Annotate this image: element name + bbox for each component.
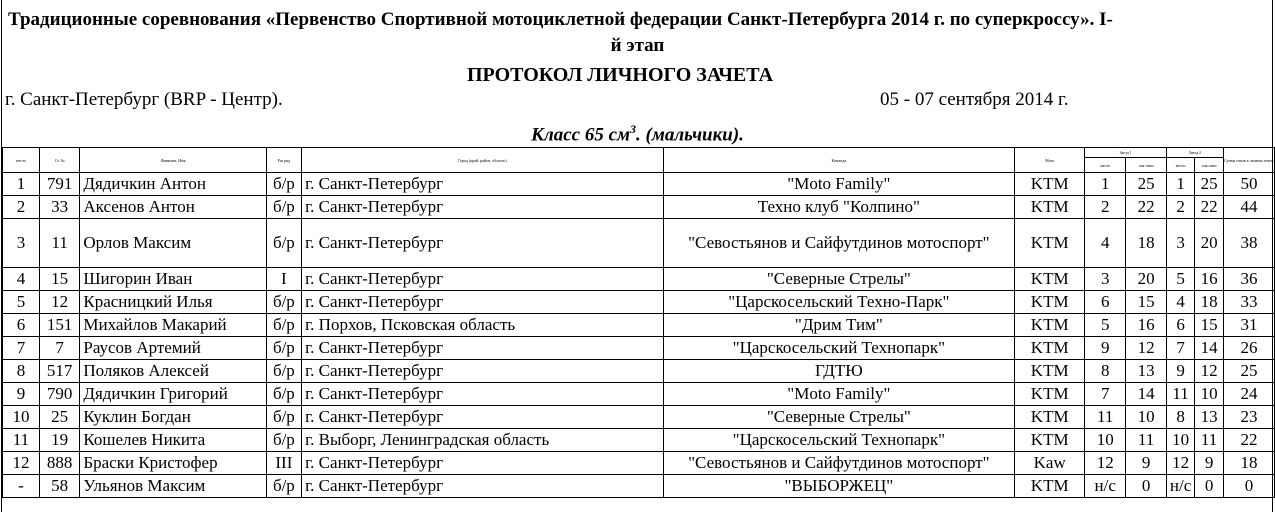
cell-o1: 9	[1126, 452, 1167, 475]
cell-place: 2	[3, 196, 40, 219]
cell-moto: KTM	[1015, 360, 1085, 383]
title-line-1: Традиционные соревнования «Первенство Спортивной мотоциклетной федерации Санкт-Петербурга 2014 г. по суперкроссу». I-	[8, 9, 1113, 30]
cell-rank: б/р	[266, 475, 301, 498]
cell-city: г. Санкт-Петербург	[302, 291, 663, 314]
cell-name: Браски Кристофер	[80, 452, 266, 475]
cell-place: 4	[3, 268, 40, 291]
cell-p2: 5	[1166, 268, 1194, 291]
cell-place: 6	[3, 314, 40, 337]
cell-o2: 15	[1195, 314, 1224, 337]
cell-city: г. Санкт-Петербург	[302, 337, 663, 360]
cell-o2: 13	[1195, 406, 1224, 429]
cell-city: г. Санкт-Петербург	[302, 406, 663, 429]
cell-o2: 14	[1195, 337, 1224, 360]
col-place: место	[3, 148, 40, 173]
cell-num: 151	[39, 314, 79, 337]
cell-place: 1	[3, 173, 40, 196]
cell-p1: 5	[1085, 314, 1126, 337]
cell-city: г. Санкт-Петербург	[302, 475, 663, 498]
cell-sum: 38	[1223, 219, 1274, 268]
cell-o1: 13	[1126, 360, 1167, 383]
col-r2-points: очк очки	[1195, 158, 1224, 173]
cell-moto: KTM	[1015, 196, 1085, 219]
cell-sum: 18	[1223, 452, 1274, 475]
class-suffix: . (мальчики).	[636, 124, 744, 146]
cell-o2: 25	[1195, 173, 1224, 196]
cell-sum: 33	[1223, 291, 1274, 314]
cell-rank: III	[266, 452, 301, 475]
class-sup: 3	[630, 122, 637, 136]
cell-o2: 16	[1195, 268, 1224, 291]
cell-city: г. Санкт-Петербург	[302, 360, 663, 383]
cell-p1: н/с	[1085, 475, 1126, 498]
cell-rank: б/р	[266, 337, 301, 360]
cell-team: "Севостьянов и Сайфутдинов мотоспорт"	[663, 452, 1015, 475]
cell-num: 888	[39, 452, 79, 475]
cell-city: г. Санкт-Петербург	[302, 452, 663, 475]
title-line-2: й этап	[610, 35, 665, 56]
event-dates: 05 - 07 сентября 2014 г.	[880, 89, 1069, 110]
cell-p2: 7	[1166, 337, 1194, 360]
protocol-heading: ПРОТОКОЛ ЛИЧНОГО ЗАЧЕТА	[466, 64, 774, 86]
col-race1: Заезд 1	[1085, 148, 1167, 158]
col-r1-points: очк очки	[1126, 158, 1167, 173]
cell-team: "Moto Family"	[663, 173, 1015, 196]
cell-p2: 6	[1166, 314, 1194, 337]
cell-p2: 9	[1166, 360, 1194, 383]
cell-o2: 10	[1195, 383, 1224, 406]
cell-rank: б/р	[266, 360, 301, 383]
cell-rank: I	[266, 268, 301, 291]
cell-moto: KTM	[1015, 406, 1085, 429]
cell-o2: 11	[1195, 429, 1224, 452]
cell-num: 11	[39, 219, 79, 268]
cell-sum: 50	[1223, 173, 1274, 196]
col-r1-place: место	[1085, 158, 1126, 173]
cell-o1: 20	[1126, 268, 1167, 291]
cell-team: "ВЫБОРЖЕЦ"	[663, 475, 1015, 498]
cell-place: 8	[3, 360, 40, 383]
table-row	[3, 337, 1275, 360]
cell-sum: 22	[1223, 429, 1274, 452]
cell-o1: 22	[1126, 196, 1167, 219]
cell-rank: б/р	[266, 406, 301, 429]
cell-p2: н/с	[1166, 475, 1194, 498]
cell-place: 5	[3, 291, 40, 314]
results-table	[2, 147, 1275, 498]
cell-p1: 1	[1085, 173, 1126, 196]
table-row	[3, 429, 1275, 452]
cell-num: 790	[39, 383, 79, 406]
cell-num: 517	[39, 360, 79, 383]
col-race2: Заезд 2	[1166, 148, 1223, 158]
cell-p2: 2	[1166, 196, 1194, 219]
class-heading	[0, 122, 1275, 146]
cell-rank: б/р	[266, 383, 301, 406]
cell-p2: 3	[1166, 219, 1194, 268]
cell-name: Аксенов Антон	[80, 196, 266, 219]
cell-p1: 6	[1085, 291, 1126, 314]
cell-place: 3	[3, 219, 40, 268]
cell-name: Шигорин Иван	[80, 268, 266, 291]
cell-p2: 11	[1166, 383, 1194, 406]
cell-sum: 25	[1223, 360, 1274, 383]
cell-city: г. Санкт-Петербург	[302, 268, 663, 291]
table-row	[3, 452, 1275, 475]
table-row	[3, 219, 1275, 268]
header-row-1	[3, 148, 1275, 158]
col-r2-place: место	[1166, 158, 1194, 173]
cell-o1: 12	[1126, 337, 1167, 360]
cell-p1: 8	[1085, 360, 1126, 383]
cell-city: г. Санкт-Петербург	[302, 219, 663, 268]
cell-p1: 3	[1085, 268, 1126, 291]
cell-sum: 24	[1223, 383, 1274, 406]
cell-name: Поляков Алексей	[80, 360, 266, 383]
cell-name: Ульянов Максим	[80, 475, 266, 498]
cell-o1: 0	[1126, 475, 1167, 498]
cell-o1: 18	[1126, 219, 1167, 268]
cell-p2: 1	[1166, 173, 1194, 196]
cell-o1: 11	[1126, 429, 1167, 452]
cell-moto: KTM	[1015, 291, 1085, 314]
cell-rank: б/р	[266, 173, 301, 196]
cell-name: Красницкий Илья	[80, 291, 266, 314]
cell-o1: 15	[1126, 291, 1167, 314]
cell-o2: 9	[1195, 452, 1224, 475]
cell-num: 7	[39, 337, 79, 360]
cell-city: г. Выборг, Ленинградская область	[302, 429, 663, 452]
cell-team: "Царскосельский Техно-Парк"	[663, 291, 1015, 314]
cell-city: г. Санкт-Петербург	[302, 196, 663, 219]
cell-team: Техно клуб "Колпино"	[663, 196, 1015, 219]
cell-name: Раусов Артемий	[80, 337, 266, 360]
cell-team: "Дрим Тим"	[663, 314, 1015, 337]
cell-o2: 18	[1195, 291, 1224, 314]
cell-place: 12	[3, 452, 40, 475]
cell-sum: 26	[1223, 337, 1274, 360]
cell-rank: б/р	[266, 429, 301, 452]
cell-o2: 22	[1195, 196, 1224, 219]
col-moto: Мото	[1015, 148, 1085, 173]
cell-place: 7	[3, 337, 40, 360]
cell-num: 791	[39, 173, 79, 196]
cell-sum: 0	[1223, 475, 1274, 498]
cell-moto: KTM	[1015, 219, 1085, 268]
col-number: Ст. №	[39, 148, 79, 173]
col-rank: Раз ряд	[266, 148, 301, 173]
cell-p1: 4	[1085, 219, 1126, 268]
cell-city: г. Порхов, Псковская область	[302, 314, 663, 337]
table-row	[3, 406, 1275, 429]
cell-num: 25	[39, 406, 79, 429]
cell-team: "Царскосельский Технопарк"	[663, 429, 1015, 452]
cell-sum: 23	[1223, 406, 1274, 429]
cell-rank: б/р	[266, 291, 301, 314]
cell-name: Михайлов Макарий	[80, 314, 266, 337]
cell-moto: KTM	[1015, 429, 1085, 452]
cell-o1: 25	[1126, 173, 1167, 196]
location: г. Санкт-Петербург (BRP - Центр).	[5, 89, 283, 110]
table-row	[3, 314, 1275, 337]
cell-moto: KTM	[1015, 268, 1085, 291]
class-label: Класс 65 см	[531, 124, 631, 146]
cell-moto: KTM	[1015, 337, 1085, 360]
cell-p1: 2	[1085, 196, 1126, 219]
cell-moto: KTM	[1015, 383, 1085, 406]
cell-sum: 36	[1223, 268, 1274, 291]
cell-o1: 14	[1126, 383, 1167, 406]
cell-team: "Царскосельский Технопарк"	[663, 337, 1015, 360]
cell-rank: б/р	[266, 219, 301, 268]
cell-p2: 8	[1166, 406, 1194, 429]
cell-name: Дядичкин Григорий	[80, 383, 266, 406]
cell-city: г. Санкт-Петербург	[302, 383, 663, 406]
cell-num: 12	[39, 291, 79, 314]
cell-num: 58	[39, 475, 79, 498]
table-row	[3, 475, 1275, 498]
cell-p1: 11	[1085, 406, 1126, 429]
cell-team: "Северные Стрелы"	[663, 268, 1015, 291]
col-name: Фамилия, Имя	[80, 148, 266, 173]
cell-o1: 10	[1126, 406, 1167, 429]
cell-name: Орлов Максим	[80, 219, 266, 268]
cell-place: 9	[3, 383, 40, 406]
cell-name: Куклин Богдан	[80, 406, 266, 429]
cell-o2: 12	[1195, 360, 1224, 383]
cell-name: Дядичкин Антон	[80, 173, 266, 196]
cell-p2: 10	[1166, 429, 1194, 452]
cell-num: 33	[39, 196, 79, 219]
cell-o2: 20	[1195, 219, 1224, 268]
cell-team: "Севостьянов и Сайфутдинов мотоспорт"	[663, 219, 1015, 268]
table-row	[3, 360, 1275, 383]
col-team: Команда	[663, 148, 1015, 173]
cell-moto: KTM	[1015, 475, 1085, 498]
cell-place: 10	[3, 406, 40, 429]
cell-p1: 9	[1085, 337, 1126, 360]
cell-sum: 31	[1223, 314, 1274, 337]
cell-o2: 0	[1195, 475, 1224, 498]
cell-moto: KTM	[1015, 173, 1085, 196]
cell-team: "Северные Стрелы"	[663, 406, 1015, 429]
cell-place: -	[3, 475, 40, 498]
cell-team: ГДТЮ	[663, 360, 1015, 383]
cell-moto: KTM	[1015, 314, 1085, 337]
table-row	[3, 173, 1275, 196]
cell-rank: б/р	[266, 196, 301, 219]
cell-place: 11	[3, 429, 40, 452]
cell-p1: 12	[1085, 452, 1126, 475]
table-row	[3, 268, 1275, 291]
cell-moto: Kaw	[1015, 452, 1085, 475]
cell-p1: 7	[1085, 383, 1126, 406]
cell-p1: 10	[1085, 429, 1126, 452]
cell-p2: 4	[1166, 291, 1194, 314]
cell-rank: б/р	[266, 314, 301, 337]
table-row	[3, 291, 1275, 314]
cell-team: "Moto Family"	[663, 383, 1015, 406]
cell-num: 15	[39, 268, 79, 291]
table-row	[3, 196, 1275, 219]
cell-sum: 44	[1223, 196, 1274, 219]
col-city: Город (край, район, область)	[302, 148, 663, 173]
cell-name: Кошелев Никита	[80, 429, 266, 452]
cell-num: 19	[39, 429, 79, 452]
table-row	[3, 383, 1275, 406]
cell-city: г. Санкт-Петербург	[302, 173, 663, 196]
cell-p2: 12	[1166, 452, 1194, 475]
cell-o1: 16	[1126, 314, 1167, 337]
col-total: Сумма очков в личном зачете	[1223, 148, 1274, 173]
